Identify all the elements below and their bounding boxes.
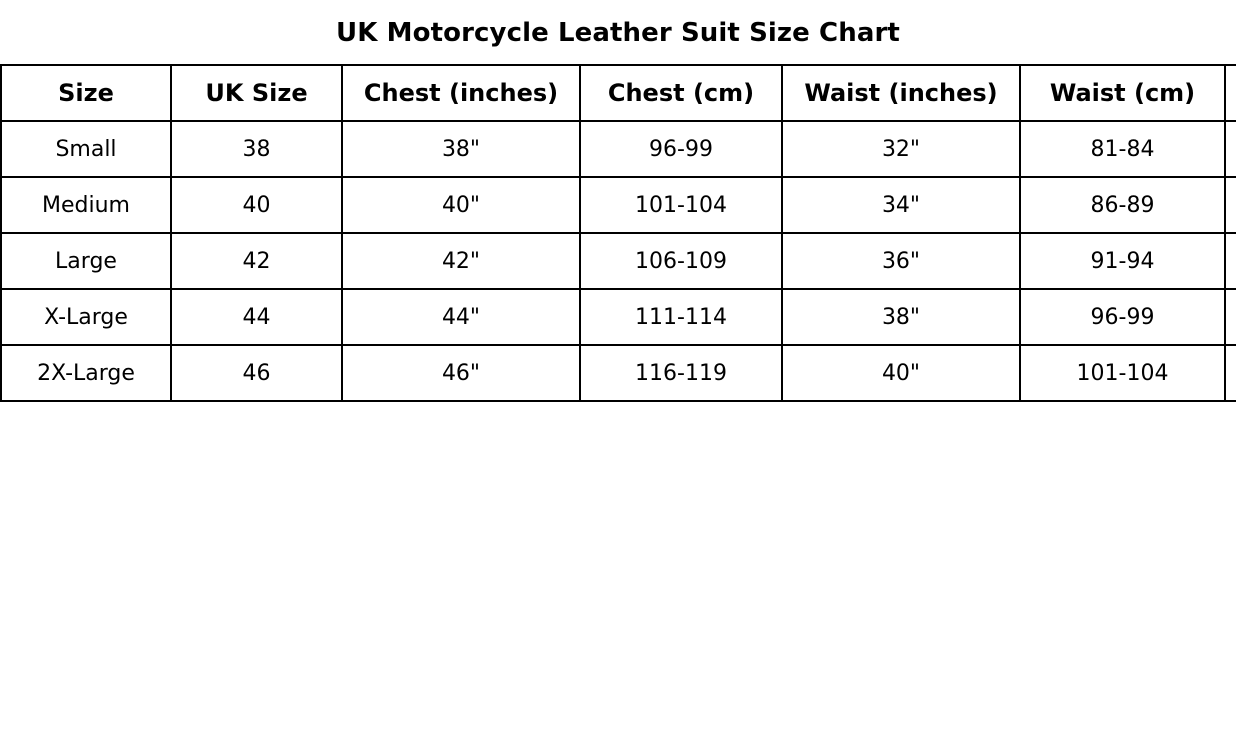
cell-chest-inches: 46": [342, 345, 580, 401]
table-row: [1, 233, 1236, 289]
cell-chest-cm: 101-104: [580, 177, 782, 233]
cell-clipped: [1225, 121, 1236, 177]
column-header-chest-cm: Chest (cm): [580, 65, 782, 121]
column-header-clipped: [1225, 65, 1236, 121]
cell-waist-cm: 86-89: [1020, 177, 1225, 233]
cell-waist-cm: 101-104: [1020, 345, 1225, 401]
cell-waist-inches: 40": [782, 345, 1020, 401]
column-header-uk-size: UK Size: [171, 65, 342, 121]
column-header-waist-cm: Waist (cm): [1020, 65, 1225, 121]
cell-waist-cm: 96-99: [1020, 289, 1225, 345]
cell-size: Medium: [1, 177, 171, 233]
cell-size: X-Large: [1, 289, 171, 345]
cell-waist-inches: 32": [782, 121, 1020, 177]
table-row: [1, 177, 1236, 233]
cell-uk-size: 46: [171, 345, 342, 401]
table-row: [1, 121, 1236, 177]
cell-waist-inches: 38": [782, 289, 1020, 345]
column-header-chest-inches: Chest (inches): [342, 65, 580, 121]
cell-clipped: [1225, 233, 1236, 289]
cell-size: Small: [1, 121, 171, 177]
size-chart-container: [0, 64, 1236, 402]
cell-chest-inches: 38": [342, 121, 580, 177]
cell-waist-cm: 91-94: [1020, 233, 1225, 289]
page-title: UK Motorcycle Leather Suit Size Chart: [336, 18, 900, 48]
table-row: [1, 345, 1236, 401]
table-header-row: [1, 65, 1236, 121]
cell-chest-cm: 116-119: [580, 345, 782, 401]
cell-clipped: [1225, 289, 1236, 345]
cell-chest-inches: 40": [342, 177, 580, 233]
column-header-size: Size: [1, 65, 171, 121]
cell-chest-cm: 106-109: [580, 233, 782, 289]
cell-chest-inches: 42": [342, 233, 580, 289]
size-chart-table: [0, 64, 1236, 402]
cell-waist-cm: 81-84: [1020, 121, 1225, 177]
table-body: [1, 121, 1236, 401]
table-header: [1, 65, 1236, 121]
column-header-waist-inches: Waist (inches): [782, 65, 1020, 121]
cell-clipped: [1225, 177, 1236, 233]
cell-chest-cm: 111-114: [580, 289, 782, 345]
cell-size: Large: [1, 233, 171, 289]
cell-chest-cm: 96-99: [580, 121, 782, 177]
cell-uk-size: 40: [171, 177, 342, 233]
cell-waist-inches: 34": [782, 177, 1020, 233]
cell-chest-inches: 44": [342, 289, 580, 345]
cell-size: 2X-Large: [1, 345, 171, 401]
cell-uk-size: 42: [171, 233, 342, 289]
cell-clipped: [1225, 345, 1236, 401]
cell-waist-inches: 36": [782, 233, 1020, 289]
cell-uk-size: 44: [171, 289, 342, 345]
table-row: [1, 289, 1236, 345]
cell-uk-size: 38: [171, 121, 342, 177]
